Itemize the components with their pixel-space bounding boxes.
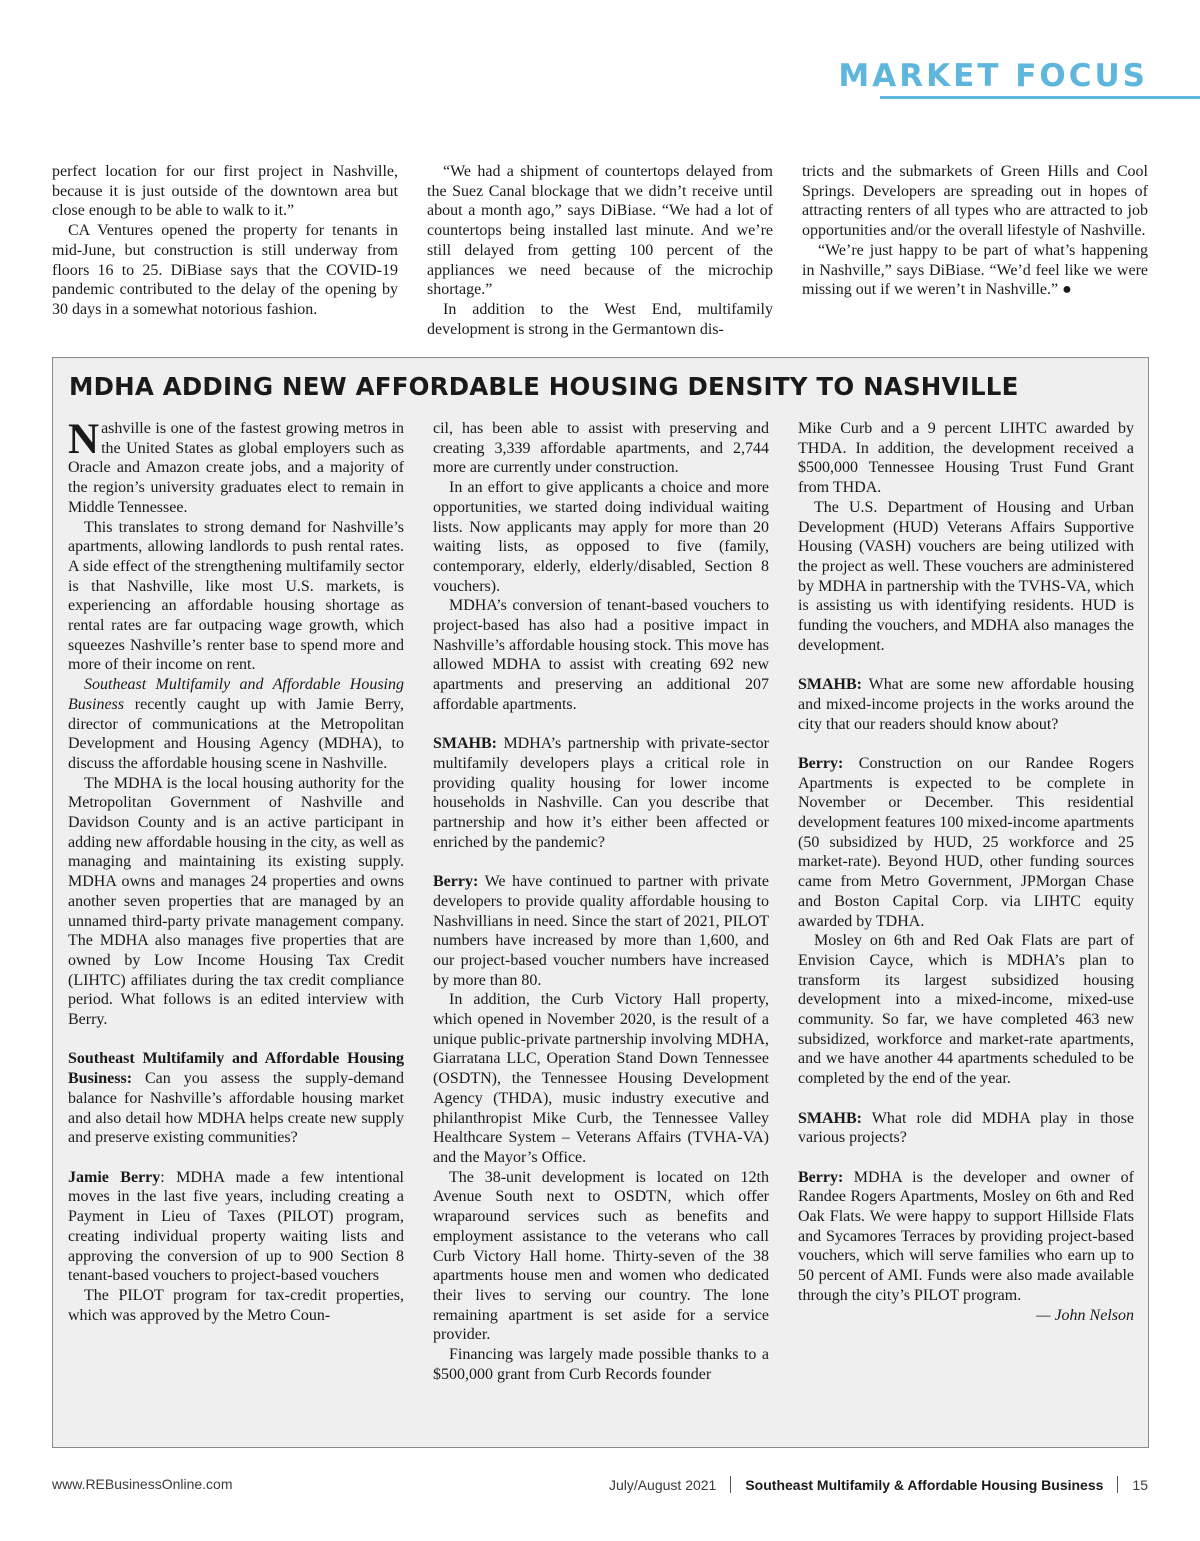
paragraph: CA Ventures opened the property for tenants in mid-June, but construction is still underway from floors 16 to 25. DiBiase says that the COVID-19 pandemic contributed to the delay of the opening by 30 days in a somewhat notorious fashion.: [52, 222, 398, 318]
publication-name: Southeast Multifamily & Affordable Housing Business: [745, 1477, 1104, 1493]
question: SMAHB: What role did MDHA play in those various projects?: [798, 1109, 1134, 1147]
paragraph: perfect location for our first project in Nashville, because it is just outside of the downtown area but close enough to be able to walk to it.”: [52, 163, 398, 220]
answer: Berry: MDHA is the developer and owner of Randee Rogers Apartments, Mosley on 6th and Red Oak Flats. We were happy to support Hillside Flats and Sycamores Terraces by providing project-based vouchers, which will serve families who earn up to 50 percent of AMI. Funds were also made available through the city’s PILOT program.: [798, 1168, 1134, 1304]
paragraph: Mosley on 6th and Red Oak Flats are part of Envision Cayce, which is MDHA’s plan to transform its largest subsidized housing development into a mixed-income, mixed-use community. So far, we have completed 463 new subsidized, workforce and market-rate apartments, and we have another 44 apartments scheduled to be completed by the end of the year.: [798, 932, 1134, 1088]
paragraph: The 38-unit development is located on 12th Avenue South next to OSDTN, which offer wraparound services such as benefits and employment assistance to the veterans who call Curb Victory Hall home. Thirty-seven of the 38 apartments house men and women who dedicated their lives to serving our country. The lone remaining apartment is set aside for a service provider.: [433, 1168, 769, 1344]
question: SMAHB: What are some new affordable housing and mixed-income projects in the works around the city that our readers should know about?: [798, 676, 1134, 733]
paragraph: Mike Curb and a 9 percent LIHTC awarded by THDA. In addition, the development received a $500,000 Tennessee Housing Trust Fund Grant from THDA.: [798, 420, 1134, 497]
issue-date: July/August 2021: [608, 1477, 717, 1493]
article-column-3: [802, 162, 1148, 300]
sidebar-box: [52, 357, 1149, 1448]
section-label: MARKET FOCUS: [838, 58, 1148, 94]
paragraph: In an effort to give applicants a choice and more opportunities, we started doing individual waiting lists. Now applicants may apply for more than 20 waiting lists, as opposed to five (family, contemporary, elderly, elderly/disabled, Section 8 vouchers).: [433, 479, 769, 595]
paragraph: This translates to strong demand for Nashville’s apartments, allowing landlords to push rental rates. A side effect of the strengthening multifamily sector is that Nashville, like most U.S. markets, is experiencing an affordable housing shortage as rental rates are far outpacing wage growth, which squeezes Nashville’s renter base to spend more and more of their income on rent.: [68, 518, 404, 674]
answer: Jamie Berry: MDHA made a few intentional moves in the last five years, including creating a Payment in Lieu of Taxes (PILOT) program, creating individual property waiting lists and approving the conversion of up to 900 Section 8 tenant-based vouchers to project-based vouchers: [68, 1168, 404, 1285]
sidebar-column-2: [433, 419, 769, 1384]
article-column-1: [52, 162, 398, 320]
page-number: 15: [1132, 1477, 1148, 1493]
paragraph: tricts and the submarkets of Green Hills and Cool Springs. Developers are spreading out in hopes of attracting renters of all types who are attracted to job opportunities and/or the overall lifestyle of Nashville.: [802, 163, 1148, 240]
paragraph: In addition, the Curb Victory Hall property, which opened in November 2020, is the result of a unique public-private partnership involving MDHA, Giarratana LLC, Operation Stand Down Tennessee (OSDTN), the Tennessee Housing Development Agency (THDA), music industry executive and philanthropist Mike Curb, the Tennessee Valley Healthcare System – Veterans Affairs (TVHA-VA) and the Mayor’s Office.: [433, 991, 769, 1166]
paragraph: Nashville is one of the fastest growing metros in the United States as global employers such as Oracle and Amazon create jobs, and a majority of the region’s university graduates elect to remain in Middle Tennessee.: [68, 416, 404, 516]
byline: — John Nelson: [1036, 1306, 1134, 1324]
answer: Berry: We have continued to partner with private developers to provide quality affordable housing to Nashvillians in need. Since the start of 2021, PILOT numbers have increased by more than 1,600, and our project-based voucher numbers have increased by more than 80.: [433, 873, 769, 989]
sidebar-column-3: [798, 419, 1134, 1325]
question: Southeast Multifamily and Affordable Housing Business: Can you assess the supply-demand balance for Nashville’s affordable housing market and also detail how MDHA helps create new supply and preserve existing communities?: [68, 1050, 404, 1147]
paragraph: The PILOT program for tax-credit properties, which was approved by the Metro Coun-: [68, 1286, 404, 1324]
question: SMAHB: MDHA’s partnership with private-sector multifamily developers plays a critical role in providing quality housing for lower income households in Nashville. Can you describe that partnership and how it’s either been affected or enriched by the pandemic?: [433, 735, 769, 851]
article-column-2: [427, 162, 773, 339]
answer: Berry: Construction on our Randee Rogers Apartments is expected to be complete in November or December. This residential development features 100 mixed-income apartments (50 subsidized by HUD, 25 workforce and 25 market-rate). Beyond HUD, other funding sources came from Metro Government, JPMorgan Chase and Boston Capital Corp. via LIHTC equity awarded by TDHA.: [798, 754, 1134, 930]
drop-cap: N: [68, 416, 100, 463]
paragraph: The U.S. Department of Housing and Urban Development (HUD) Veterans Affairs Supportive Housing (VASH) vouchers are being utilized with the project as well. These vouchers are administered by MDHA in partnership with the TVHS-VA, which is assisting us with identifying residents. HUD is funding the vouchers, and MDHA also manages the development.: [798, 498, 1134, 654]
paragraph: “We’re just happy to be part of what’s happening in Nashville,” says DiBiase. “We’d feel like we were missing out if we weren’t in Nashville.” ●: [802, 241, 1148, 299]
paragraph: In addition to the West End, multifamily development is strong in the Germantown dis-: [427, 300, 773, 338]
paragraph: Financing was largely made possible thanks to a $500,000 grant from Curb Records founder: [433, 1346, 769, 1383]
paragraph: cil, has been able to assist with preserving and creating 3,339 affordable apartments, and 2,744 more are currently under construction.: [433, 420, 769, 477]
paragraph: Southeast Multifamily and Affordable Housing Business recently caught up with Jamie Berry, director of communications at the Metropolitan Development and Housing Agency (MDHA), to discuss the affordable housing scene in Nashville.: [68, 676, 404, 772]
divider: [1117, 1476, 1118, 1493]
paragraph: “We had a shipment of countertops delayed from the Suez Canal blockage that we didn’t receive until about a month ago,” says DiBiase. “We had a lot of countertops being installed last minute. And we’re still delayed from getting 100 percent of the appliances we need because of the microchip shortage.”: [427, 163, 773, 299]
divider: [730, 1476, 731, 1493]
paragraph: The MDHA is the local housing authority for the Metropolitan Government of Nashville and Davidson County and is an active participant in adding new affordable housing in the city, as well as managing and maintaining its existing supply. MDHA owns and manages 24 properties and owns another seven properties that are managed by an unnamed third-party private management company. The MDHA also manages five properties that are owned by Low Income Housing Tax Credit (LIHTC) affiliates during the tax credit compliance period. What follows is an edited interview with Berry.: [68, 774, 404, 1029]
sidebar-column-1: [68, 416, 404, 1325]
sidebar-title: MDHA ADDING NEW AFFORDABLE HOUSING DENSITY TO NASHVILLE: [69, 372, 1019, 401]
section-rule: [880, 96, 1200, 99]
paragraph: MDHA’s conversion of tenant-based vouchers to project-based has also had a positive impact in Nashville’s affordable housing stock. This move has allowed MDHA to assist with creating 692 new apartments and preserving an additional 207 affordable apartments.: [433, 597, 769, 713]
page-footer: [52, 1476, 1148, 1496]
website-url: www.REBusinessOnline.com: [52, 1476, 233, 1492]
